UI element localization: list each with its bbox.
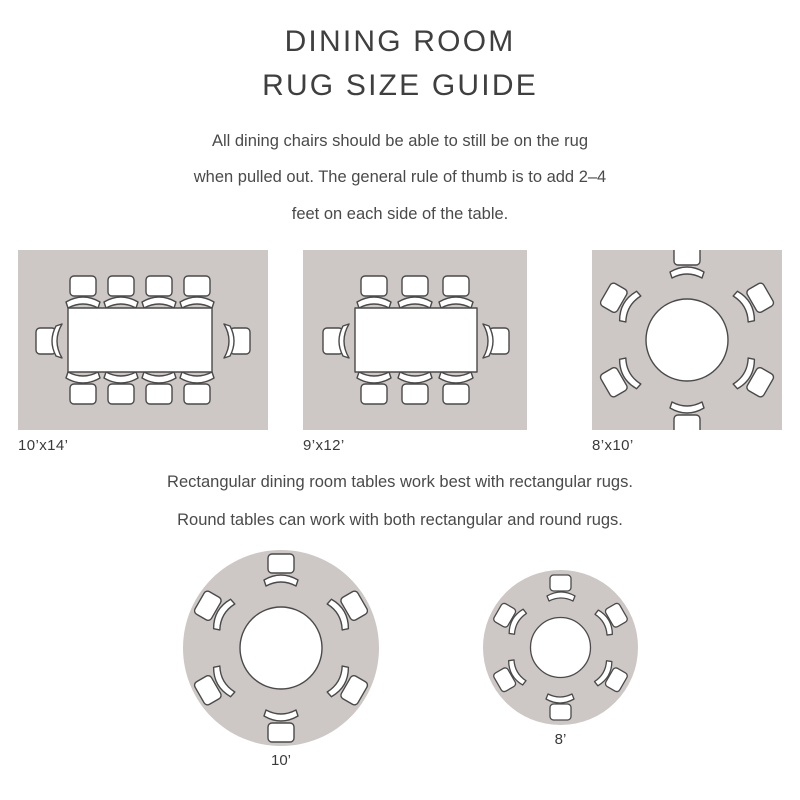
chair-3 <box>732 356 777 401</box>
chair-6 <box>491 598 528 635</box>
title-line-2: RUG SIZE GUIDE <box>262 68 538 102</box>
rug-area-8x10 <box>592 250 782 430</box>
title-line-1: DINING ROOM <box>284 25 516 58</box>
chair-bottom-3 <box>142 372 176 404</box>
chair-3 <box>594 659 631 696</box>
chair-1 <box>547 575 575 601</box>
diagram-rug-8x10 <box>592 250 782 454</box>
rug-area-10x14 <box>18 250 268 430</box>
chair-4 <box>546 694 574 720</box>
rug-area-10-round <box>183 550 379 746</box>
dining-table <box>355 308 477 372</box>
chair-bottom-3 <box>439 372 473 404</box>
chair-right <box>224 324 250 358</box>
caption-rug-9x12: 9’x12’ <box>303 436 345 454</box>
chair-right <box>483 324 509 358</box>
caption-rug-10-round: 10’ <box>270 751 292 769</box>
chair-left <box>323 324 349 358</box>
middle-note-line-1: Rectangular dining room tables work best with rectangular rugs. <box>167 472 633 491</box>
dining-table <box>646 299 728 381</box>
round-rug-row <box>0 550 800 769</box>
chair-5 <box>597 356 642 401</box>
chair-top-3 <box>439 276 473 308</box>
chair-bottom-2 <box>104 372 138 404</box>
chair-4 <box>670 402 704 430</box>
page-title <box>0 0 800 107</box>
diagram-rug-8-round <box>483 570 638 748</box>
chair-top-4 <box>180 276 214 308</box>
diagram-rug-10x14 <box>18 250 268 454</box>
rug-area-9x12 <box>303 250 527 430</box>
rug-area-8-round <box>483 570 638 725</box>
chair-top-2 <box>398 276 432 308</box>
chair-left <box>36 324 62 358</box>
chair-5 <box>490 658 527 695</box>
chair-6 <box>191 586 236 631</box>
chair-6 <box>597 278 642 323</box>
diagram-rug-10-round <box>183 550 379 769</box>
caption-rug-8-round: 8’ <box>554 730 567 748</box>
diagram-rug-9x12 <box>303 250 527 454</box>
chair-1 <box>264 554 298 586</box>
rectangular-rug-row <box>0 250 800 454</box>
rug-8x10-contents <box>592 250 782 430</box>
chair-bottom-4 <box>180 372 214 404</box>
intro-line-2: when pulled out. The general rule of thumb is to add 2–4 <box>193 168 607 187</box>
chair-bottom-1 <box>357 372 391 404</box>
chair-top-1 <box>357 276 391 308</box>
caption-rug-8x10: 8’x10’ <box>592 436 634 454</box>
dining-table <box>68 308 212 372</box>
intro-line-3: feet on each side of the table. <box>291 204 509 223</box>
chair-2 <box>732 278 777 323</box>
chair-2 <box>326 586 371 631</box>
intro-line-1: All dining chairs should be able to still be on the rug <box>211 132 589 150</box>
dining-table <box>531 617 591 677</box>
chair-bottom-2 <box>398 372 432 404</box>
rug-10-round-contents <box>183 550 379 746</box>
rug-9x12-contents <box>303 250 527 430</box>
caption-rug-10x14: 10’x14’ <box>18 436 69 454</box>
chair-top-2 <box>104 276 138 308</box>
chair-3 <box>326 664 371 709</box>
chair-2 <box>594 599 631 636</box>
chair-top-1 <box>66 276 100 308</box>
middle-note <box>0 464 800 540</box>
chair-bottom-1 <box>66 372 100 404</box>
middle-note-line-2: Round tables can work with both rectangular and round rugs. <box>177 510 623 529</box>
rug-10x14-contents <box>18 250 268 430</box>
chair-4 <box>264 710 298 742</box>
rug-8-round-contents <box>483 570 638 725</box>
chair-top-3 <box>142 276 176 308</box>
chair-1 <box>670 250 704 278</box>
dining-table <box>240 607 322 689</box>
intro-text <box>0 123 800 232</box>
chair-5 <box>191 664 236 709</box>
